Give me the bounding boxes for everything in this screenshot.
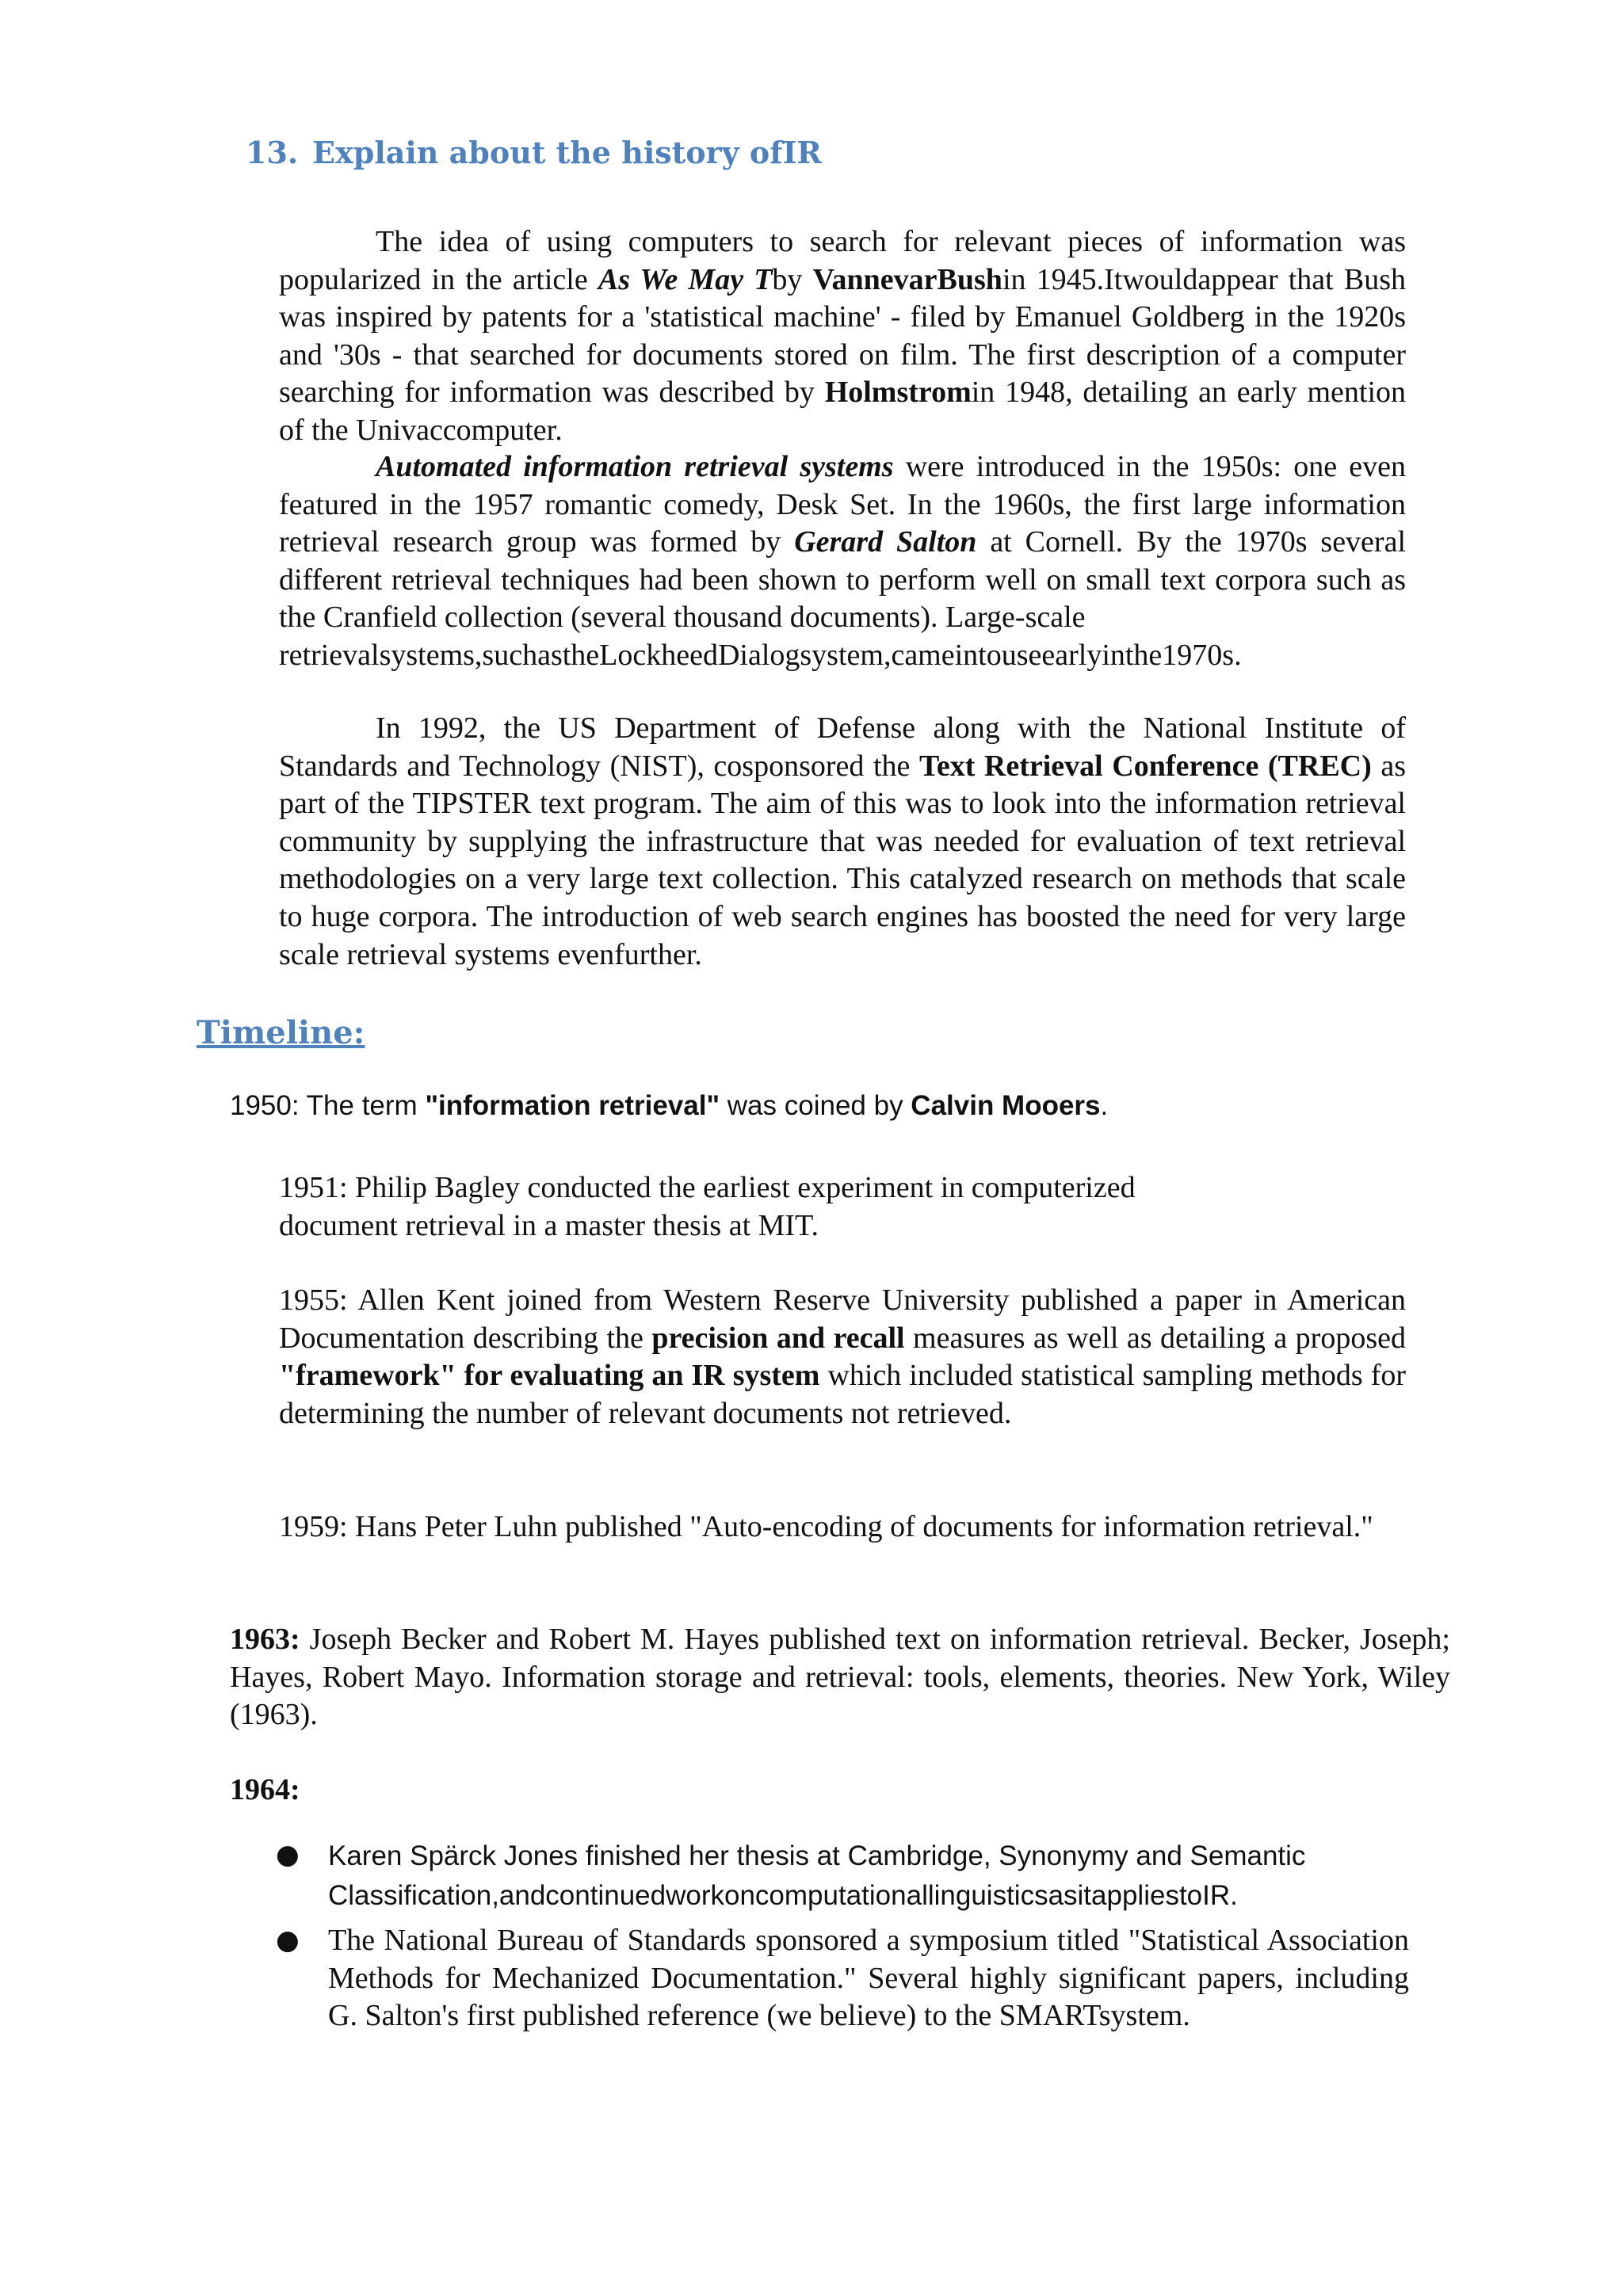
- year-1963: 1963:: [230, 1623, 300, 1656]
- heading-title: Explain about the history ofIR: [312, 135, 822, 170]
- list-item: [276, 1836, 1409, 1916]
- timeline-entry-1950: [230, 1090, 1108, 1122]
- bullet-1-line-2: Classification,andcontinuedworkoncomputationallinguisticsasitappliestoIR.: [328, 1880, 1238, 1911]
- p1-text-4: in 1948, detailing an early mention of the Univaccomputer.: [279, 376, 1406, 447]
- bullet-icon: ●: [276, 1839, 300, 1871]
- p1-text-2: by: [772, 262, 813, 296]
- year-1964: 1964:: [230, 1773, 300, 1806]
- timeline-entry-1959: 1959: Hans Peter Luhn published "Auto-encoding of documents for information retrieval.": [279, 1510, 1373, 1543]
- e1955-text-1: 1955: Allen Kent joined from Western Reserve University published a paper in American Documentation describing the: [279, 1283, 1406, 1355]
- p2-lead: Automated information retrieval systems: [376, 450, 894, 483]
- e1950-text-3: .: [1100, 1090, 1109, 1121]
- timeline-entry-1964: [230, 1772, 300, 1810]
- intro-paragraph-2: [279, 448, 1406, 675]
- salton-name: Gerard Salton: [794, 525, 977, 559]
- p2-text-3: retrievalsystems,suchastheLockheedDialogsystem,cameintouseearlyinthe1970s.: [279, 638, 1242, 672]
- e1951-line-1: 1951: Philip Bagley conducted the earliest experiment in computerized: [279, 1171, 1136, 1204]
- e1950-text-2: was coined by: [720, 1090, 911, 1121]
- framework-phrase: "framework" for evaluating an IR system: [279, 1359, 820, 1393]
- precision-recall: precision and recall: [651, 1321, 905, 1355]
- e1950-text-1: 1950: The term: [230, 1090, 426, 1121]
- p2-text-2: at Cornell. By the 1970s several different retrieval techniques had been shown to perform well on small text corpora such as the Cranfield collection (several thousand documents). Large-scale: [279, 525, 1407, 635]
- timeline-heading: Timeline:: [197, 1014, 365, 1051]
- holmstrom-name: Holmstrom: [824, 376, 972, 410]
- p1-text-3: in 1945.Itwouldappear that Bush was inspired by patents for a 'statistical machine' - filed by Emanuel Goldberg in the 1920s and '30s - that searched for documents stored on film. The first description of a computer searching for information was described by: [279, 262, 1407, 410]
- intro-paragraph-1: [279, 223, 1406, 450]
- bullet-list-1964: [276, 1836, 1409, 2035]
- timeline-entry-1951: [279, 1169, 1136, 1245]
- calvin-mooers-name: Calvin Mooers: [911, 1090, 1101, 1121]
- list-item: [276, 1922, 1409, 2035]
- article-title: As We May T: [598, 262, 773, 296]
- heading-number: 13.: [246, 135, 299, 170]
- trec-name: Text Retrieval Conference (TREC): [918, 749, 1372, 783]
- p2-text-1: were introduced in the 1950s: one even featured in the 1957 romantic comedy, Desk Set. In the 1960s, the first large information retrieval research group was formed by: [279, 450, 1406, 559]
- p3-text-2: as part of the TIPSTER text program. The aim of this was to look into the information retrieval community by supplying the infrastructure that was needed for evaluation of text retrieval methodologies on a very large text collection. This catalyzed research on methods that scale to huge corpora. The introduction of web search engines has boosted the need for very large scale retrieval systems evenfurther.: [279, 749, 1406, 971]
- timeline-entry-1955: [279, 1282, 1406, 1432]
- timeline-entry-1963: [230, 1621, 1450, 1734]
- intro-paragraph-3: [279, 710, 1406, 974]
- page-title: [246, 135, 822, 170]
- p1-text-1: The idea of using computers to search for relevant pieces of information was popularized in the article: [279, 225, 1406, 296]
- bullet-icon: ●: [276, 1924, 300, 1956]
- e1951-line-2: document retrieval in a master thesis at MIT.: [279, 1208, 819, 1242]
- author-name: VannevarBush: [812, 262, 1002, 296]
- e1955-text-2: measures as well as detailing a proposed: [904, 1321, 1406, 1355]
- p3-text-1: In 1992, the US Department of Defense along with the National Institute of Standards and Technology (NIST), cosponsored the: [279, 711, 1406, 783]
- e1963-text: Joseph Becker and Robert M. Hayes published text on information retrieval. Becker, Joseph; Hayes, Robert Mayo. Information storage and retrieval: tools, elements, theories. New York, Wiley (1963).: [230, 1623, 1450, 1732]
- e1955-text-3: which included statistical sampling methods for determining the number of relevant documents not retrieved.: [279, 1359, 1406, 1430]
- bullet-2-text: The National Bureau of Standards sponsored a symposium titled "Statistical Association Methods for Mechanized Documentation." Several highly significant papers, including G. Salton's first published reference (we believe) to the SMARTsystem.: [328, 1924, 1409, 2033]
- bullet-1-line-1: Karen Spärck Jones finished her thesis at Cambridge, Synonymy and Semantic: [328, 1840, 1306, 1871]
- term-information-retrieval: "information retrieval": [425, 1090, 720, 1121]
